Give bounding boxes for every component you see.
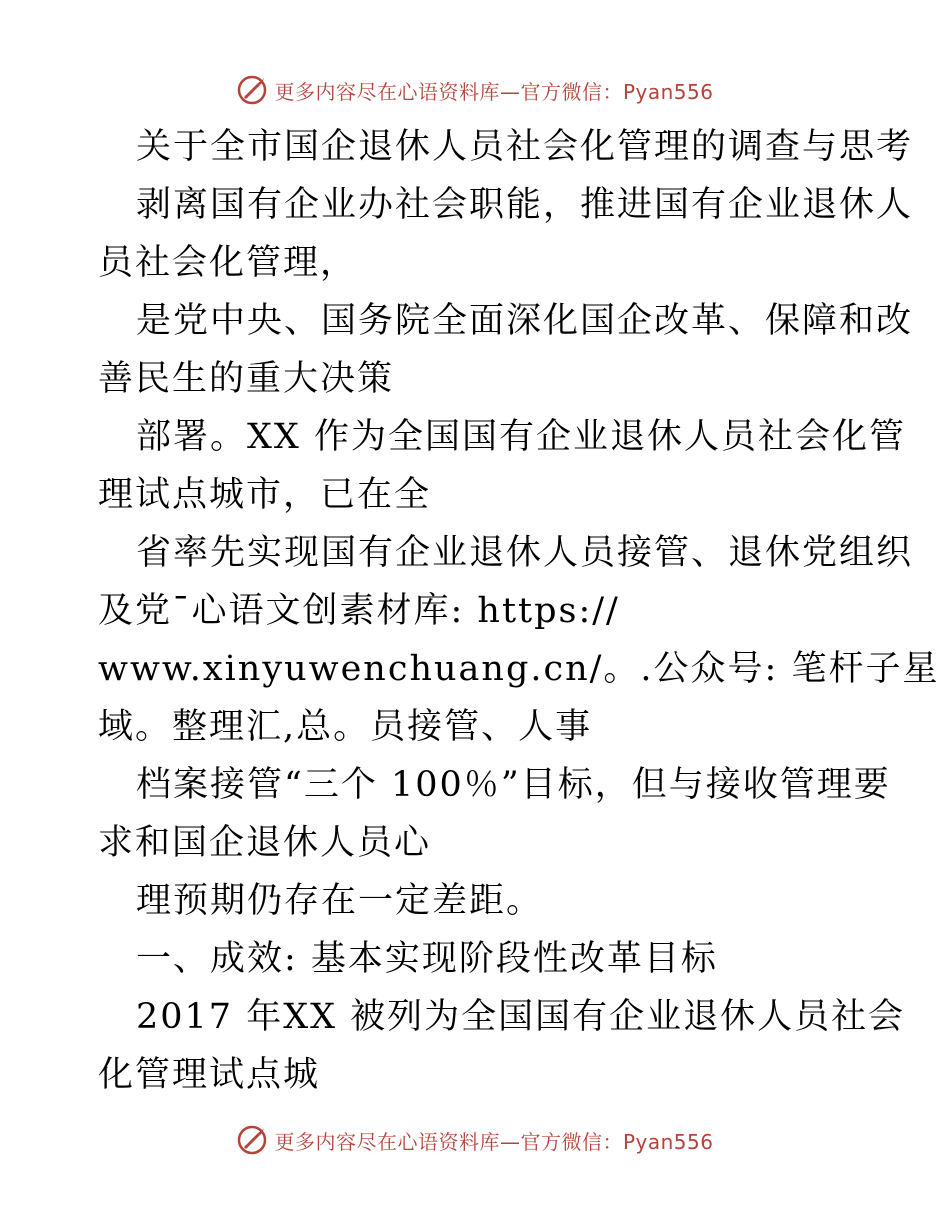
paragraph-line: 域。整理汇,总。员接管、人事 [98, 707, 593, 747]
paragraph-line: 善民生的重大决策 [98, 359, 395, 399]
paragraph-line: 档案接管“三个 100％”目标，但与接收管理要 [136, 765, 891, 805]
paragraph-line: 理试点城市，已在全 [98, 475, 432, 515]
paragraph-line: 是党中央、国务院全面深化国企改革、保障和改 [136, 301, 914, 341]
paragraph-line: 及党¯心语文创素材库: https:// [98, 591, 620, 631]
document-title: 关于全市国企退休人员社会化管理的调查与思考 [136, 127, 914, 167]
paragraph-line: 化管理试点城 [98, 1055, 321, 1095]
paragraph-line: 剥离国有企业办社会职能，推进国有企业退休人 [136, 185, 914, 225]
paragraph-line: 部署。XX 作为全国国有企业退休人员社会化管 [136, 417, 906, 457]
quill-logo-icon [236, 74, 268, 106]
footer-banner [0, 1122, 950, 1158]
section-heading: 一、成效: 基本实现阶段性改革目标 [136, 939, 718, 979]
paragraph-line: www.xinyuwenchuang.cn/。.公众号: 笔杆子星 [98, 649, 940, 689]
footer-banner-text: 更多内容尽在心语资料库—官方微信：Pyan556 [274, 1129, 714, 1154]
paragraph-line: 求和国企退休人员心 [98, 823, 432, 863]
quill-logo-icon [236, 1124, 268, 1156]
paragraph-line: 员社会化管理， [98, 243, 358, 283]
paragraph-line: 理预期仍存在一定差距。 [136, 881, 544, 921]
header-banner-text: 更多内容尽在心语资料库—官方微信：Pyan556 [274, 79, 714, 104]
paragraph-line: 省率先实现国有企业退休人员接管、退休党组织 [136, 533, 914, 573]
paragraph-line: 2017 年XX 被列为全国国有企业退休人员社会 [136, 997, 906, 1037]
header-banner [0, 72, 950, 108]
